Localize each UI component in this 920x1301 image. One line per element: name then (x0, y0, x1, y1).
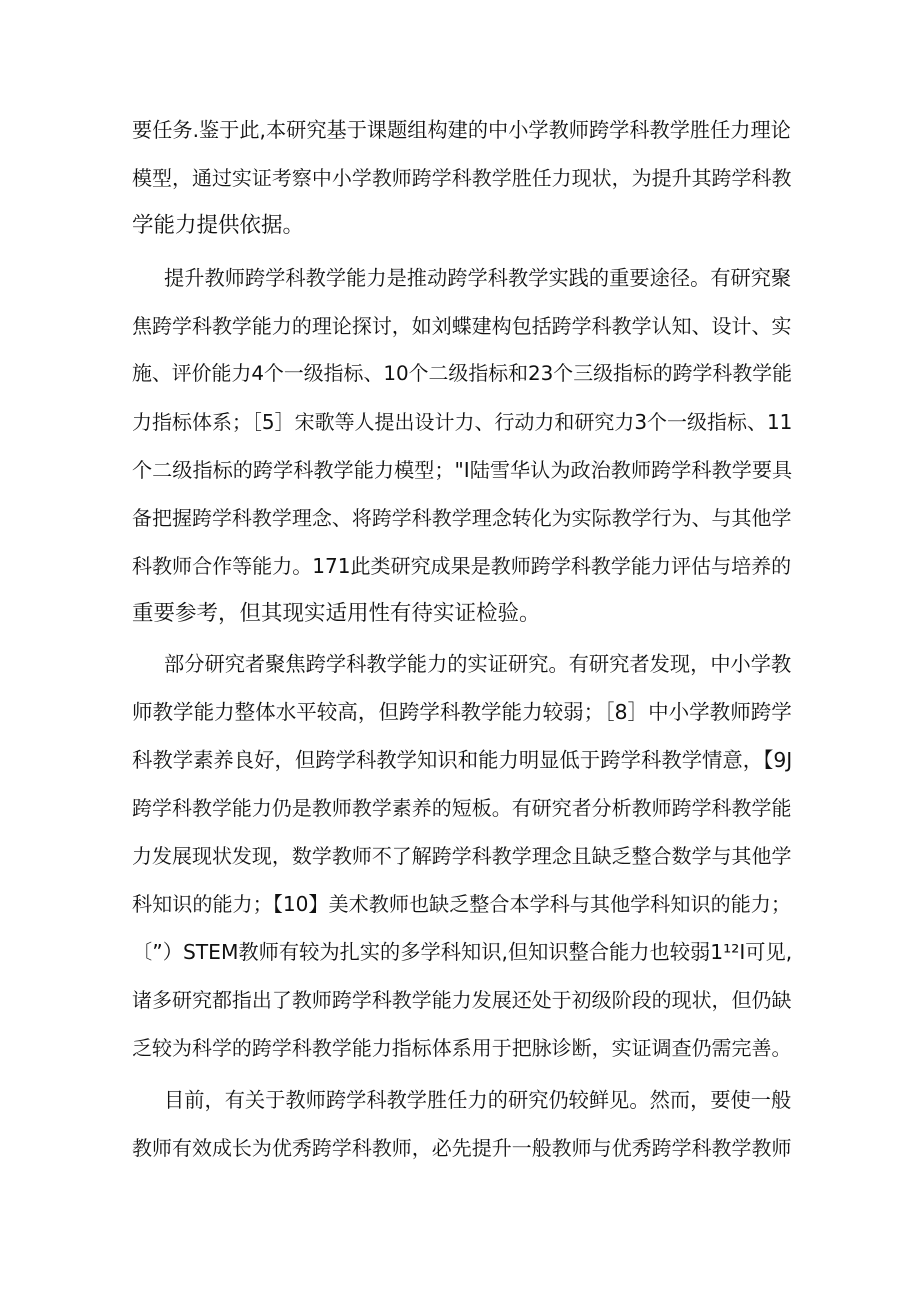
text-line: 诸多研究都指出了教师跨学科教学能力发展还处于初级阶段的现状，但仍缺 (132, 988, 792, 1012)
paragraph-first-line: 提升教师跨学科教学能力是推动跨学科教学实践的重要途径。有研究聚 (164, 266, 792, 290)
paragraph-first-line: 部分研究者聚焦跨学科教学能力的实证研究。有研究者发现，中小学教 (164, 652, 792, 676)
text-line: 科教师合作等能力。171此类研究成果是教师跨学科教学能力评估与培养的 (132, 554, 792, 578)
text-line: 个二级指标的跨学科教学能力模型；"I陆雪华认为政治教师跨学科教学要具 (132, 458, 793, 482)
text-line: 施、评价能力4个一级指标、10个二级指标和23个三级指标的跨学科教学能 (132, 362, 792, 385)
text-line: 重要参考，但其现实适用性有待实证检验。 (132, 601, 541, 626)
text-line: 力发展现状发现，数学教师不了解跨学科教学理念且缺乏整合数学与其他学 (132, 844, 792, 868)
text-line: 教师有效成长为优秀跨学科教师，必先提升一般教师与优秀跨学科教学教师 (132, 1136, 792, 1160)
text-line: 备把握跨学科教学理念、将跨学科教学理念转化为实际教学行为、与其他学 (132, 506, 792, 530)
paragraph-first-line: 目前，有关于教师跨学科教学胜任力的研究仍较鲜见。然而，要使一般 (164, 1088, 792, 1112)
text-line: 模型，通过实证考察中小学教师跨学科教学胜任力现状，为提升其跨学科教 (132, 166, 792, 190)
text-line: 学能力提供依据。 (132, 213, 305, 238)
text-line: 要任务.鉴于此,本研究基于课题组构建的中小学教师跨学科教学胜任力理论 (132, 118, 791, 142)
text-line: 科教学素养良好，但跨学科教学知识和能力明显低于跨学科教学情意，【9J (132, 748, 793, 772)
text-line: 跨学科教学能力仍是教师教学素养的短板。有研究者分析教师跨学科教学能 (132, 796, 792, 820)
text-line: 乏较为科学的跨学科教学能力指标体系用于把脉诊断，实证调查仍需完善。 (132, 1036, 792, 1060)
text-line: 〔”）STEM教师有较为扎实的多学科知识,但知识整合能力也较弱1¹²I可见, (132, 940, 793, 964)
text-line: 师教学能力整体水平较高，但跨学科教学能力较弱；［8］中小学教师跨学 (132, 700, 792, 724)
text-line: 力指标体系；［5］宋歌等人提出设计力、行动力和研究力3个一级指标、11 (132, 410, 793, 434)
text-line: 科知识的能力；【10】美术教师也缺乏整合本学科与其他学科知识的能力； (132, 892, 792, 916)
text-line: 焦跨学科教学能力的理论探讨，如刘蝶建构包括跨学科教学认知、设计、实 (132, 314, 792, 338)
